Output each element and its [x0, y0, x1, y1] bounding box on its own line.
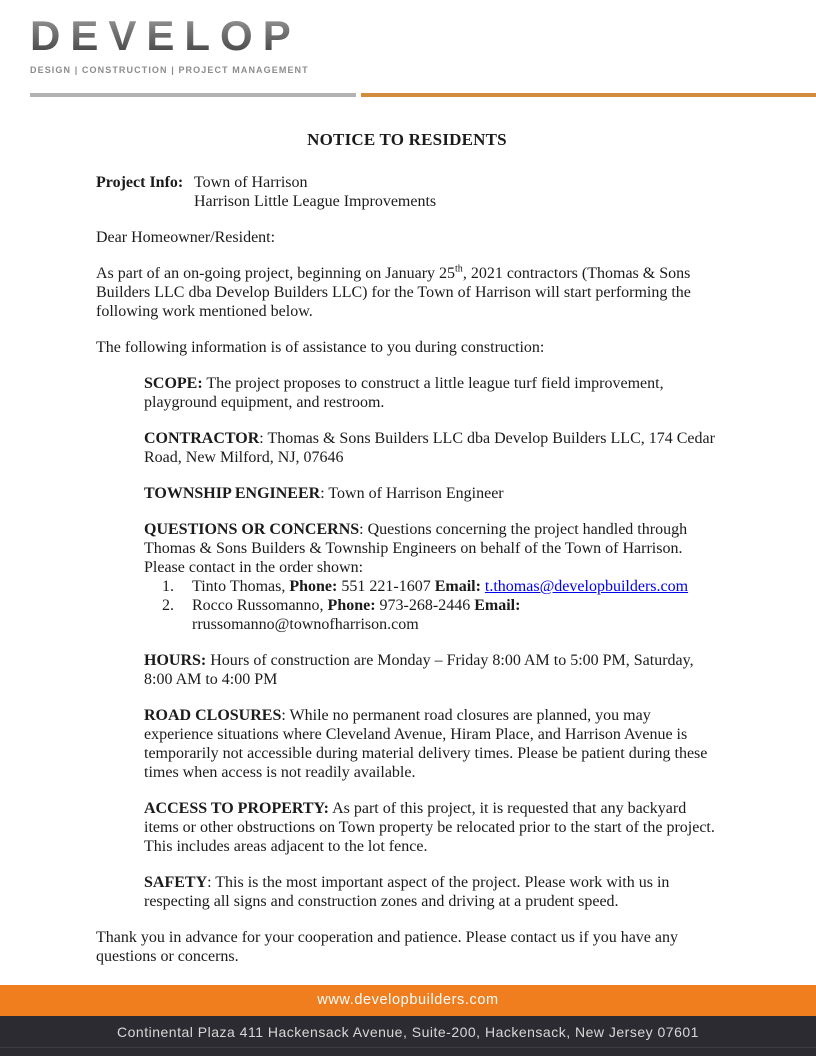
section-hours	[144, 651, 718, 689]
intro-paragraph	[96, 264, 718, 321]
section-township-label: TOWNSHIP ENGINEER	[144, 485, 321, 502]
section-safety	[144, 873, 718, 911]
project-info-values	[194, 173, 436, 211]
section-access-label: ACCESS TO PROPERTY:	[144, 800, 329, 817]
info-sections	[144, 374, 718, 911]
footer-website: www.developbuilders.com	[317, 992, 499, 1008]
footer-website-bar	[0, 985, 816, 1016]
letterhead	[0, 0, 816, 97]
contact-2-number: 2.	[162, 597, 174, 614]
header-divider-orange	[361, 93, 816, 97]
section-questions-label: QUESTIONS OR CONCERNS	[144, 521, 360, 538]
section-contractor	[144, 429, 718, 467]
intro-part1: As part of an on-going project, beginning on January 25	[96, 265, 456, 282]
page-title: NOTICE TO RESIDENTS	[307, 130, 507, 149]
project-info-label: Project Info:	[96, 174, 184, 191]
contact-1-phone-label: Phone:	[289, 578, 338, 595]
section-safety-text: : This is the most important aspect of the project. Please work with us in respecting all signs and construction zones and driving at a prudent speed.	[144, 874, 670, 910]
project-info-line2: Harrison Little League Improvements	[194, 193, 437, 210]
contact-list	[144, 577, 718, 634]
section-scope-label: SCOPE:	[144, 375, 203, 392]
page-footer	[0, 985, 816, 1056]
footer-address: Continental Plaza 411 Hackensack Avenue, Suite-200, Hackensack, New Jersey 07601	[117, 1024, 699, 1040]
letter-body	[0, 129, 816, 966]
section-safety-label: SAFETY	[144, 874, 208, 891]
section-scope-text: The project proposes to construct a little league turf field improvement, playground equipment, and restroom.	[144, 375, 664, 411]
section-road-text: : While no permanent road closures are planned, you may experience situations where Cleveland Avenue, Hiram Place, and Harrison Avenue is temporarily not accessible during material delivery times. Please be patient during these times when access is not readily available.	[144, 707, 708, 781]
contact-1-email-link[interactable]: t.thomas@developbuilders.com	[484, 578, 689, 595]
contact-1-number: 1.	[162, 578, 174, 595]
contact-1-name: Tinto Thomas,	[192, 578, 290, 595]
header-divider	[30, 93, 816, 97]
section-hours-text: Hours of construction are Monday – Friday 8:00 AM to 5:00 PM, Saturday, 8:00 AM to 4:00 PM	[144, 652, 694, 688]
section-hours-label: HOURS:	[144, 652, 207, 669]
contact-2-phone-label: Phone:	[327, 597, 376, 614]
contact-2-email: rrussomanno@townofharrison.com	[192, 616, 419, 633]
ordinal-superscript: th	[455, 263, 463, 275]
section-access-property	[144, 799, 718, 856]
assistance-line: The following information is of assistance to you during construction:	[96, 339, 545, 356]
closing-paragraph: Thank you in advance for your cooperation and patience. Please contact us if you have any questions or concerns.	[96, 929, 679, 965]
section-access-text: As part of this project, it is requested that any backyard items or other obstructions on Town property be relocated prior to the start of the project. This includes areas adjacent to the lot fence.	[144, 800, 715, 855]
logo-tagline: DESIGN | CONSTRUCTION | PROJECT MANAGEMENT	[30, 65, 309, 75]
section-questions-text: : Questions concerning the project handled through Thomas & Sons Builders & Township Engineers on behalf of the Town of Harrison. Please contact in the order shown:	[144, 521, 688, 576]
section-township-text: : Town of Harrison Engineer	[320, 485, 504, 502]
contact-2-phone: 973-268-2446	[375, 597, 475, 614]
footer-address-bar	[0, 1016, 816, 1056]
section-road-closures	[144, 706, 718, 782]
salutation: Dear Homeowner/Resident:	[96, 229, 276, 246]
project-info-line1: Town of Harrison	[194, 174, 308, 191]
section-road-label: ROAD CLOSURES	[144, 707, 282, 724]
section-township-engineer	[144, 484, 718, 503]
contact-item-1	[144, 577, 718, 596]
header-divider-gray	[30, 93, 356, 97]
company-logo: DEVELOP	[30, 12, 301, 59]
project-info	[96, 173, 718, 211]
section-contractor-label: CONTRACTOR	[144, 430, 260, 447]
contact-item-2	[144, 596, 718, 634]
contact-2-name: Rocco Russomanno,	[192, 597, 328, 614]
intro-part2: , 2021 contractors (Thomas & Sons Builders LLC dba Develop Builders LLC) for the Town of Harrison will start performing the following work mentioned below.	[96, 265, 691, 320]
section-scope	[144, 374, 718, 412]
section-questions	[144, 520, 718, 577]
contact-1-email-label: Email:	[434, 578, 481, 595]
section-contractor-text: : Thomas & Sons Builders LLC dba Develop Builders LLC, 174 Cedar Road, New Milford, NJ, 07646	[144, 430, 715, 466]
contact-2-email-label: Email:	[474, 597, 521, 614]
contact-1-phone: 551 221-1607	[337, 578, 435, 595]
